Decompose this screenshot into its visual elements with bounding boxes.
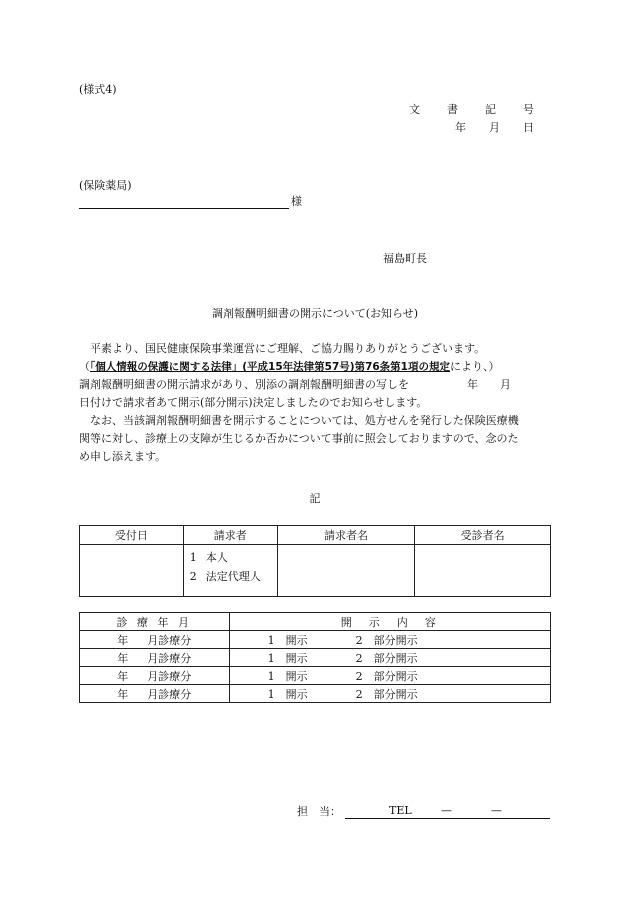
table-row bbox=[80, 667, 551, 685]
body-line bbox=[79, 358, 549, 376]
doc-number-char: 記 bbox=[485, 103, 496, 116]
recipient-name-line bbox=[79, 193, 302, 209]
law-reference: 「個人情報の保護に関する法律」(平成15年法律第57号)第76条第1項の規定 bbox=[90, 361, 450, 373]
body-line: 関等に対し、診療上の支障が生じるか否かについて事前に照会しておりますので、念のた bbox=[79, 432, 519, 445]
option-partial: 2 部分開示 bbox=[355, 633, 418, 647]
month-char: 月 bbox=[500, 378, 511, 391]
disclosure-table bbox=[79, 612, 551, 703]
doc-number-char: 文 bbox=[409, 103, 420, 116]
option-partial: 2 部分開示 bbox=[355, 651, 418, 665]
column-header: 受付日 bbox=[80, 526, 184, 545]
year-char: 年 bbox=[467, 378, 478, 391]
contact-line bbox=[297, 803, 550, 819]
table-row bbox=[80, 631, 551, 649]
table-row bbox=[80, 545, 551, 597]
treatment-month-cell[interactable]: 年 月診療分 bbox=[80, 649, 230, 667]
patient-name-cell[interactable] bbox=[415, 545, 551, 597]
table-row bbox=[80, 685, 551, 703]
requester-option[interactable]: 2 法定代理人 bbox=[189, 570, 261, 583]
recipient-name-blank bbox=[79, 198, 289, 209]
doc-number-char: 書 bbox=[447, 103, 458, 116]
column-header: 受診者名 bbox=[415, 526, 551, 545]
body-line: 日付けで請求者あて開示(部分開示)決定しましたのでお知らせします。 bbox=[79, 396, 428, 409]
option-disclose: 1 開示 bbox=[267, 651, 308, 665]
paren-open: （ bbox=[79, 360, 90, 373]
disclosure-choice-cell[interactable] bbox=[229, 685, 550, 703]
treatment-month-cell[interactable]: 年 月診療分 bbox=[80, 685, 230, 703]
document-title: 調剤報酬明細書の開示について(お知らせ) bbox=[211, 307, 419, 320]
body-segment: 調剤報酬明細書の開示請求があり、別添の調剤報酬明細書の写しを bbox=[79, 378, 409, 391]
treatment-month-cell[interactable]: 年 月診療分 bbox=[80, 667, 230, 685]
table-header-row bbox=[80, 613, 551, 631]
date-day: 日 bbox=[523, 121, 534, 134]
body-text bbox=[79, 340, 549, 466]
doc-number-char: 号 bbox=[523, 103, 534, 116]
disclosure-choice-cell[interactable] bbox=[229, 667, 550, 685]
column-header: 開 示 内 容 bbox=[229, 613, 550, 631]
contact-blank[interactable] bbox=[345, 804, 550, 819]
request-table bbox=[79, 525, 551, 597]
requester-option[interactable]: 1 本人 bbox=[189, 551, 228, 564]
date-line bbox=[455, 119, 534, 135]
date-month: 月 bbox=[489, 121, 500, 134]
option-disclose: 1 開示 bbox=[267, 633, 308, 647]
requester-name-cell[interactable] bbox=[277, 545, 415, 597]
option-partial: 2 部分開示 bbox=[355, 669, 418, 683]
date-year: 年 bbox=[455, 121, 466, 134]
tel-dash: — bbox=[441, 804, 452, 817]
document-number-line bbox=[409, 101, 534, 117]
option-disclose: 1 開示 bbox=[267, 687, 308, 701]
column-header: 請求者名 bbox=[277, 526, 415, 545]
body-line: なお、当該調剤報酬明細書を開示することについては、処方せんを発行した保険医療機 bbox=[79, 414, 519, 427]
treatment-month-cell[interactable]: 年 月診療分 bbox=[80, 631, 230, 649]
tel-dash: — bbox=[491, 804, 502, 817]
body-line: 平素より、国民健康保険事業運営にご理解、ご協力賜りありがとうございます。 bbox=[79, 342, 486, 355]
table-row bbox=[80, 649, 551, 667]
body-line bbox=[79, 376, 549, 394]
column-header: 診 療 年 月 bbox=[80, 613, 230, 631]
recipient-label: (保険薬局) bbox=[79, 179, 132, 192]
option-partial: 2 部分開示 bbox=[355, 687, 418, 701]
option-disclose: 1 開示 bbox=[267, 669, 308, 683]
contact-label: 担 当： bbox=[297, 805, 341, 818]
body-line: め申し添えます。 bbox=[79, 450, 167, 463]
tel-label: TEL bbox=[389, 804, 412, 817]
receipt-date-cell[interactable] bbox=[80, 545, 184, 597]
sender: 福島町長 bbox=[383, 252, 427, 265]
recipient-honorific: 様 bbox=[291, 195, 302, 208]
requester-cell bbox=[183, 545, 277, 597]
column-header: 請求者 bbox=[183, 526, 277, 545]
form-number: (様式4) bbox=[79, 83, 117, 96]
ki-heading: 記 bbox=[309, 492, 321, 505]
paren-close: により、） bbox=[450, 360, 500, 373]
table-header-row bbox=[80, 526, 551, 545]
disclosure-choice-cell[interactable] bbox=[229, 631, 550, 649]
disclosure-choice-cell[interactable] bbox=[229, 649, 550, 667]
